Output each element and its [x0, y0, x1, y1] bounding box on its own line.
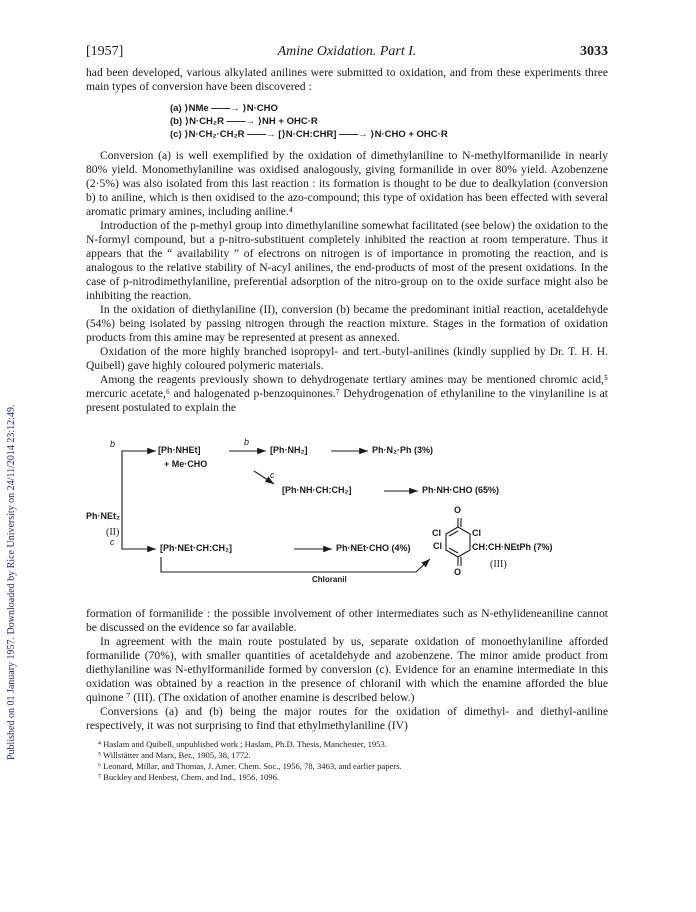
scheme-start-label: (II) — [106, 527, 120, 538]
paragraph-3: In the oxidation of diethylaniline (II), conversion (b) became the predominant initial reaction, acetaldehyde (54%) being isolated by passing nitrogen through the reaction mixture. Stages in the formation of oxidation products from this amine may be represented at present as annexed. — [86, 303, 608, 344]
footnote-5: ⁵ Willstätter and Marx, Ber., 1905, 38, 1772. — [98, 750, 251, 760]
footnote-4: ⁴ Haslam and Quibell, unpublished work ; Haslam, Ph.D. Thesis, Manchester, 1953. — [98, 739, 387, 749]
conversion-list — [170, 102, 608, 141]
page-number: 3033 — [580, 44, 608, 59]
scheme-label-c1: c — [110, 537, 115, 547]
quinone-oxygen-bottom: O — [454, 567, 462, 577]
scheme-label-b2: b — [244, 437, 250, 447]
running-header — [86, 44, 608, 66]
quinone-chlorine-1: Cl — [432, 528, 441, 538]
footnotes — [86, 739, 608, 783]
conversion-b: (b) ⟩N·CH₂R ——→ ⟩NH + OHC·R — [170, 116, 318, 127]
paragraph-4: Oxidation of the more highly branched isopropyl- and tert.-butyl-anilines (kindly supplied by Dr. T. H. H. Quibell) gave highly coloured polymeric materials. — [86, 345, 608, 372]
download-watermark-text: Published on 01 January 1957. Downloaded by Rice University on 24/11/2014 23:12:49. — [6, 404, 17, 760]
paragraph-5: Among the reagents previously shown to dehydrogenate tertiary amines may be mentioned chromic acid,⁵ mercuric acetate,⁶ and halogenated p-benzoquinones.⁷ Dehydrogenation of ethylaniline to the vinylaniline is at present postulated to explain the — [86, 373, 608, 414]
conversion-a: (a) ⟩NMe ——→ ⟩N·CHO — [170, 103, 278, 114]
scheme-start: Ph·NEt₂ — [86, 511, 120, 521]
intro-paragraph: had been developed, various alkylated anilines were submitted to oxidation, and from these experiments three main types of conversion have been discovered : — [86, 66, 608, 93]
quinone-substituent: CH:CH·NEtPh (7%) — [472, 542, 553, 552]
journal-page — [86, 44, 608, 783]
footnote-7: ⁷ Buckley and Henbest, Chem. and Ind., 1956, 1096. — [98, 772, 280, 782]
footnote-6: ⁶ Leonard, Millar, and Thomas, J. Amer. Chem. Soc., 1956, 78, 3463, and earlier papers. — [98, 761, 402, 771]
conversion-c: (c) ⟩N·CH₂·CH₂R ——→ [⟩N·CH:CHR] ——→ ⟩N·CHO + OHC·R — [170, 129, 448, 140]
scheme-acetaldehyde: + Me·CHO — [164, 459, 208, 469]
download-watermark — [6, 160, 20, 760]
scheme-label-b1: b — [110, 439, 116, 449]
scheme-vinylaniline: [Ph·NH·CH:CH₂] — [282, 485, 352, 495]
scheme-aniline: [Ph·NH₂] — [270, 445, 308, 455]
header-title: Amine Oxidation. Part I. — [277, 44, 417, 59]
compound-III-label: (III) — [490, 559, 507, 570]
quinone-chlorine-2: Cl — [472, 528, 481, 538]
scheme-formanilide: Ph·NH·CHO (65%) — [422, 485, 500, 495]
quinone-chlorine-3: Cl — [433, 541, 442, 551]
paragraph-2: Introduction of the p-methyl group into dimethylaniline somewhat facilitated (see below) the oxidation to the N-formyl compound, but a p-nitro-substituent completely inhibited the reaction at room temperature. Thus it appears that the “ availability ” of electrons on nitrogen is of importance in promoting the reaction, and is analogous to the relative stability of N-acyl anilines, the end-products of most of the present oxidations. In the case of p-nitrodimethylaniline, preferential adsorption of the nitro-group on to the oxide surface might also be inhibiting the reaction. — [86, 219, 608, 302]
paragraph-1: Conversion (a) is well exemplified by the oxidation of dimethylaniline to N-methylformanilide in nearly 80% yield. Monomethylaniline was oxidised analogously, giving formanilide in over 80% yield. Azobenzene (2·5%) was also isolated from this last reaction : its formation is thought to be due to dealkylation (conversion b) to aniline, which is then oxidised to the azo-compound; this type of oxidation has been effected with several aromatic primary amines, including aniline.⁴ — [86, 149, 608, 218]
paragraph-8: Conversions (a) and (b) being the major routes for the oxidation of dimethyl- and diethyl-aniline respectively, it was not surprising to find that ethylmethylaniline (IV) — [86, 705, 608, 732]
paragraph-6: formation of formanilide : the possible involvement of other intermediates such as N-ethylideneaniline cannot be discussed on the evidence so far available. — [86, 607, 608, 634]
scheme-ethylaniline: [Ph·NHEt] — [158, 445, 201, 455]
reaction-scheme — [86, 421, 608, 601]
header-year: [1957] — [86, 44, 124, 59]
scheme-ethylvinylaniline: [Ph·NEt·CH:CH₂] — [160, 543, 232, 553]
chloranil-label: Chloranil — [312, 575, 347, 584]
scheme-label-c2: c — [270, 470, 275, 480]
scheme-azobenzene: Ph·N₂·Ph (3%) — [372, 445, 433, 455]
quinone-oxygen-top: O — [454, 505, 462, 515]
scheme-ethylformanilide: Ph·NEt·CHO (4%) — [336, 543, 411, 553]
paragraph-7: In agreement with the main route postulated by us, separate oxidation of monoethylaniline afforded formanilide (70%), with smaller quantities of acetaldehyde and azobenzene. The minor amide product from diethylaniline was N-ethylformanilide formed by conversion (c). Evidence for an enamine intermediate in this oxidation was obtained by a reaction in the presence of chloranil with which the enamine afforded the blue quinone ⁷ (III). (The oxidation of another enamine is described below.) — [86, 635, 608, 704]
